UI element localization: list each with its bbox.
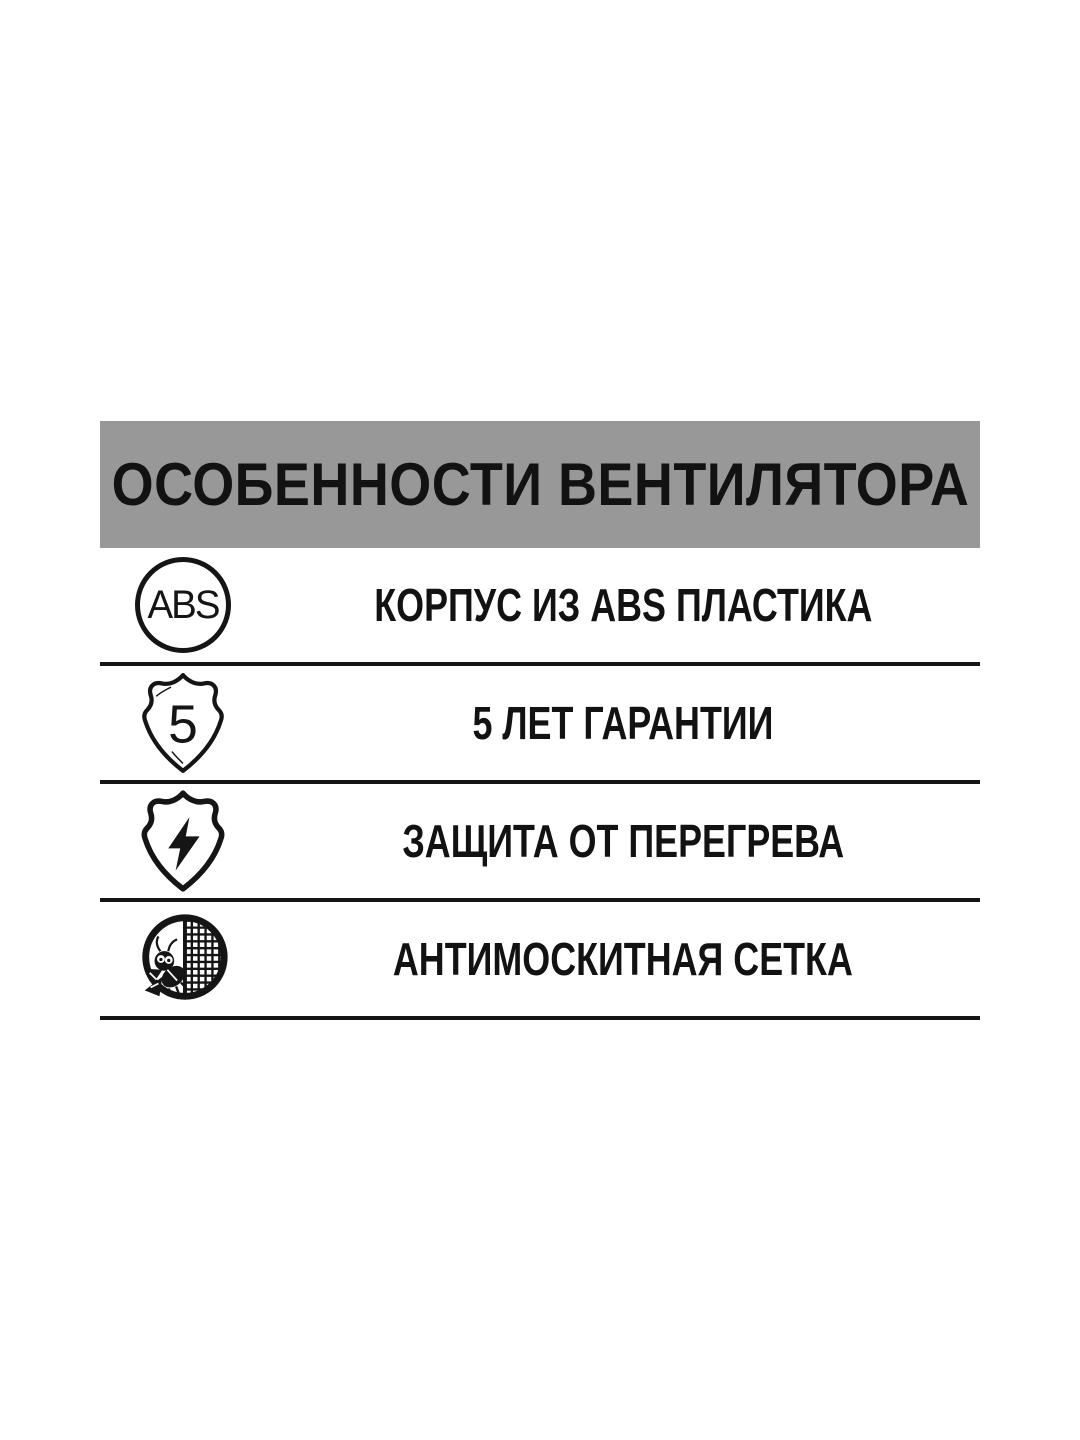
icon-cell — [100, 789, 266, 893]
shield-number-label: 5 — [168, 695, 198, 755]
feature-sheet — [100, 421, 980, 1020]
abs-badge-icon — [135, 557, 231, 653]
icon-cell — [100, 557, 266, 653]
abs-badge-label: ABS — [147, 582, 219, 627]
mosquito-net-icon — [132, 908, 234, 1010]
feature-row-mosquito-net — [100, 902, 980, 1020]
feature-row-warranty — [100, 666, 980, 784]
page-title: ОСОБЕННОСТИ ВЕНТИЛЯТОРА — [111, 451, 969, 518]
lightning-bolt-glyph — [168, 817, 199, 870]
fly-glyph — [145, 936, 189, 996]
feature-row-overheat — [100, 784, 980, 902]
feature-label-warranty: 5 ЛЕТ ГАРАНТИИ — [472, 697, 774, 749]
feature-label-abs-plastic: КОРПУС ИЗ ABS ПЛАСТИКА — [373, 579, 873, 631]
feature-label-overheat: ЗАЩИТА ОТ ПЕРЕГРЕВА — [402, 815, 844, 867]
shield-lightning-icon — [137, 789, 229, 893]
icon-cell — [100, 671, 266, 775]
icon-cell — [100, 908, 266, 1010]
header-bar — [100, 421, 980, 548]
feature-label-mosquito-net: АНТИМОСКИТНАЯ СЕТКА — [392, 933, 853, 985]
shield-number-icon — [137, 671, 229, 775]
feature-row-abs-plastic — [100, 548, 980, 666]
